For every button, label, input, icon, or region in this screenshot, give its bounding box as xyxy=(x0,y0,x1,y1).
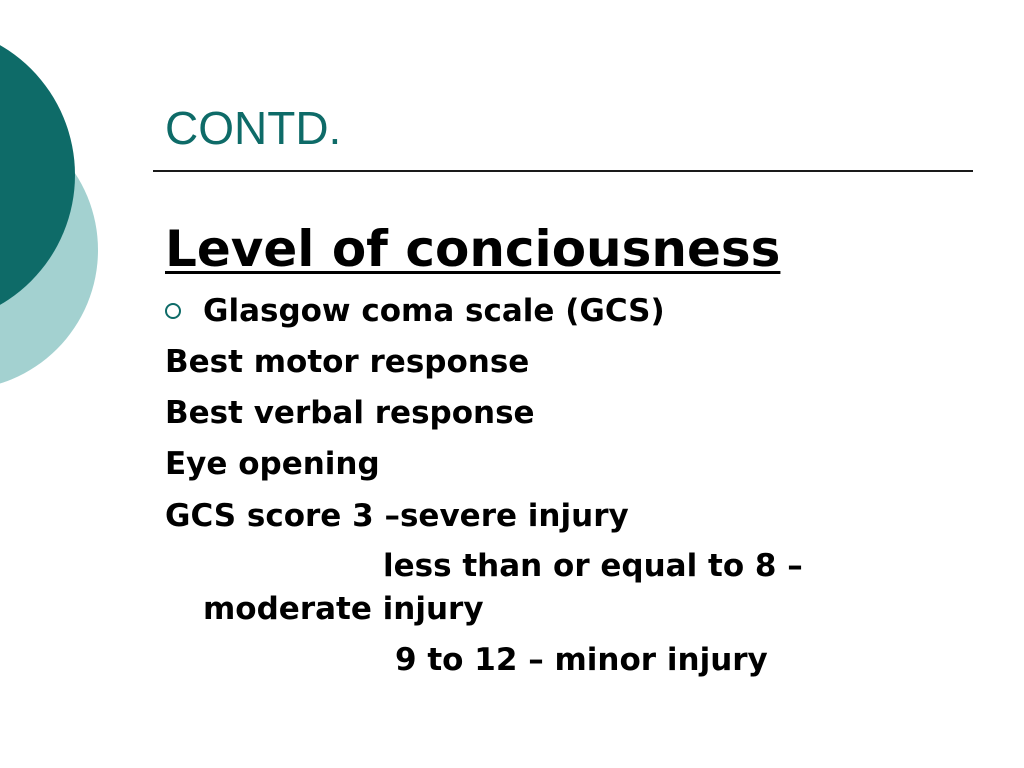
line-moderate-injury: moderate injury xyxy=(203,591,484,627)
line-gcs-score-3: GCS score 3 –severe injury xyxy=(165,498,629,534)
line-best-motor-response: Best motor response xyxy=(165,344,530,380)
slide-title: CONTD. xyxy=(165,102,342,154)
line-best-verbal-response: Best verbal response xyxy=(165,395,535,431)
bullet-text-gcs: Glasgow coma scale (GCS) xyxy=(203,293,665,329)
hollow-circle-bullet-icon xyxy=(165,303,181,319)
section-heading: Level of conciousness xyxy=(165,220,781,278)
line-9-to-12: 9 to 12 – minor injury xyxy=(395,642,768,678)
line-eye-opening: Eye opening xyxy=(165,446,380,482)
title-divider xyxy=(153,170,973,172)
decorative-circles xyxy=(0,0,110,420)
line-less-than-or-equal-8: less than or equal to 8 – xyxy=(383,548,803,584)
